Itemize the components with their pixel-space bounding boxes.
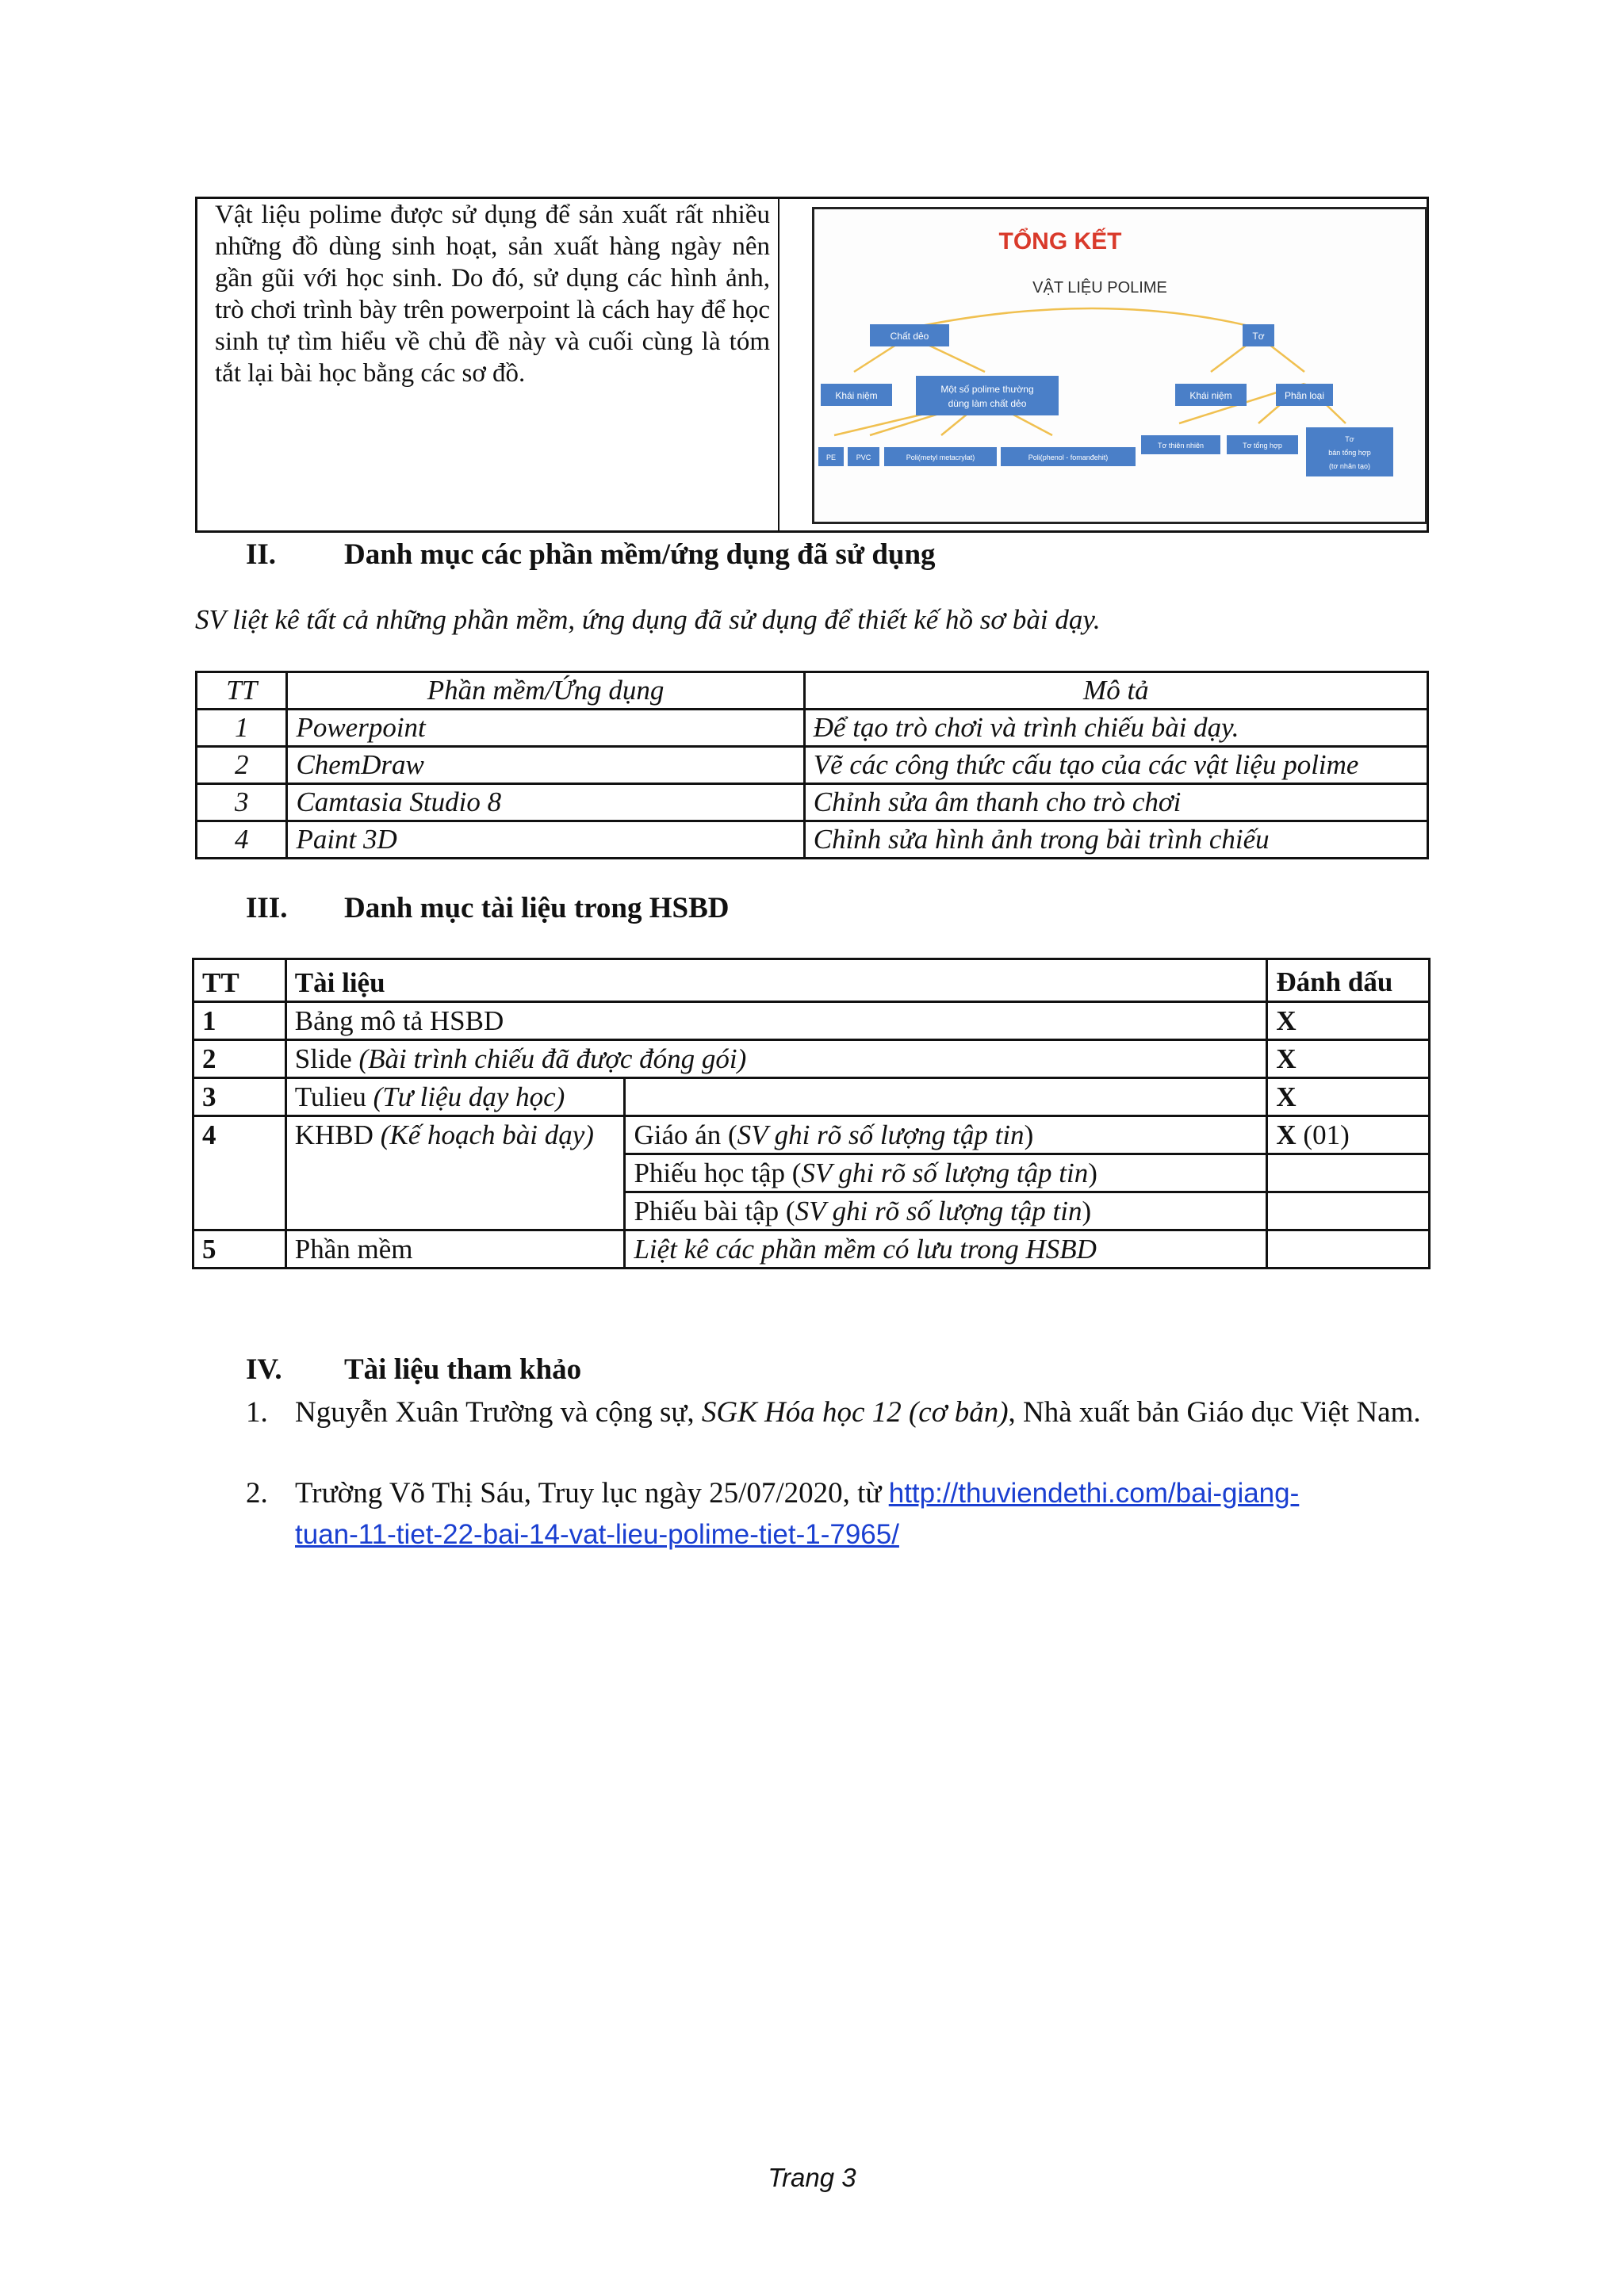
header-app: Phần mềm/Ứng dụng [287, 672, 804, 710]
svg-text:Poli(metyl metacrylat): Poli(metyl metacrylat) [906, 453, 975, 461]
row-sub-phieu-hoc-tap: Phiếu học tập (SV ghi rõ số lượng tập tin) [625, 1154, 1267, 1192]
slide-subtitle: VẬT LIỆU POLIME [1032, 279, 1167, 297]
row-desc: Chỉnh sửa âm thanh cho trò chơi [804, 784, 1427, 821]
row-tt: 1 [193, 1002, 286, 1040]
row-sub-phieu-bai-tap: Phiếu bài tập (SV ghi rõ số lượng tập tin) [625, 1192, 1267, 1230]
table-row [193, 1230, 1430, 1269]
row-mark: X [1267, 1078, 1430, 1116]
row-desc: Chỉnh sửa hình ảnh trong bài trình chiếu [804, 821, 1427, 859]
row-tt: 1 [197, 710, 287, 747]
table-row [193, 1002, 1430, 1040]
svg-text:Khái niệm: Khái niệm [1189, 390, 1232, 401]
intro-paragraph: Vật liệu polime được sử dụng để sản xuất rất nhiều những đồ dùng sinh hoạt, sản xuất hàng ngày nên gần gũi với học sinh. Do đó, sử dụng các hình ảnh, trò chơi trình bày trên powerpoint là cách hay để học sinh tự tìm hiểu về chủ đề này và cuối cùng là tóm tắt lại bài học bằng các sơ đồ. [215, 201, 770, 388]
svg-text:PVC: PVC [856, 453, 871, 461]
row-app: Powerpoint [287, 710, 804, 747]
table-row [193, 1078, 1430, 1116]
svg-text:Khái niệm: Khái niệm [835, 390, 878, 401]
svg-text:Phân loại: Phân loại [1284, 390, 1325, 401]
row-mark-empty [1267, 1192, 1430, 1230]
node-polime-thuong-dung [916, 376, 1059, 415]
table-header-row [193, 959, 1430, 1002]
node-to-tong-hop [1227, 435, 1298, 454]
reference-link-cont[interactable]: tuan-11-tiet-22-bai-14-vat-lieu-polime-tiet-1-7965/ [295, 1519, 899, 1550]
row-sub-empty [625, 1078, 1267, 1116]
row-doc: Bảng mô tả HSBD [285, 1002, 1267, 1040]
row-tt: 4 [197, 821, 287, 859]
node-phan-loai [1276, 384, 1333, 406]
row-tt: 3 [193, 1078, 286, 1116]
node-pvc [848, 447, 879, 466]
row-sub: Liệt kê các phần mềm có lưu trong HSBD [625, 1230, 1267, 1269]
svg-text:Tơ: Tơ [1345, 435, 1354, 443]
intro-box [195, 197, 1429, 533]
node-pe [818, 447, 844, 466]
section-4-number: IV. [246, 1353, 282, 1386]
header-desc: Mô tả [804, 672, 1427, 710]
table-row [193, 1040, 1430, 1078]
row-doc: Phần mềm [285, 1230, 625, 1269]
page-footer: Trang 3 [768, 2163, 856, 2192]
table-row [193, 1116, 1430, 1154]
section-4-title: Tài liệu tham khảo [344, 1353, 582, 1386]
header-doc: Tài liệu [285, 959, 1267, 1002]
node-to-thien-nhien [1141, 435, 1220, 454]
summary-slide-image [812, 207, 1427, 524]
svg-text:PE: PE [825, 453, 837, 461]
table-row [197, 784, 1428, 821]
section-2-number: II. [246, 538, 277, 571]
node-poli-phenol [1001, 447, 1136, 466]
row-tt: 3 [197, 784, 287, 821]
reference-link[interactable]: http://thuviendethi.com/bai-giang- [888, 1478, 1300, 1509]
node-khai-niem-2 [1175, 384, 1247, 406]
svg-text:Poli(phenol - fomanđehit): Poli(phenol - fomanđehit) [1028, 453, 1109, 461]
svg-text:bán tổng hợp: bán tổng hợp [1328, 449, 1371, 457]
svg-text:dùng làm chất dẻo: dùng làm chất dẻo [948, 398, 1027, 409]
section-2-title: Danh mục các phần mềm/ứng dụng đã sử dụng [344, 538, 936, 571]
row-doc: Slide (Bài trình chiếu đã được đóng gói) [285, 1040, 1267, 1078]
row-desc: Để tạo trò chơi và trình chiếu bài dạy. [804, 710, 1427, 747]
section-3-number: III. [246, 892, 288, 924]
row-mark-empty [1267, 1230, 1430, 1269]
software-table [195, 671, 1429, 859]
row-desc: Vẽ các công thức cấu tạo của các vật liệu polime [804, 747, 1427, 784]
table-row [197, 821, 1428, 859]
svg-text:Tơ tổng hợp: Tơ tổng hợp [1243, 442, 1282, 450]
svg-text:Một số polime thường: Một số polime thường [940, 384, 1034, 395]
row-doc: Tulieu (Tư liệu dạy học) [285, 1078, 625, 1116]
documents-table [192, 958, 1431, 1269]
column-divider [778, 199, 779, 530]
node-to [1243, 324, 1274, 346]
row-mark: X (01) [1267, 1116, 1430, 1154]
row-app: Paint 3D [287, 821, 804, 859]
svg-text:Tơ thiên nhiên: Tơ thiên nhiên [1158, 442, 1204, 450]
section-2-note: SV liệt kê tất cả những phần mềm, ứng dụng đã sử dụng để thiết kế hồ sơ bài dạy. [195, 604, 1101, 635]
node-chat-deo [870, 324, 949, 346]
row-doc: KHBD (Kế hoạch bài dạy) [285, 1116, 625, 1230]
row-tt: 4 [193, 1116, 286, 1230]
row-sub-giao-an: Giáo án (SV ghi rõ số lượng tập tin) [625, 1116, 1267, 1154]
node-to-ban-tong-hop [1306, 427, 1393, 476]
table-row [197, 747, 1428, 784]
row-tt: 2 [193, 1040, 286, 1078]
node-poli-metyl [884, 447, 997, 466]
row-app: ChemDraw [287, 747, 804, 784]
row-tt: 2 [197, 747, 287, 784]
row-mark-empty [1267, 1154, 1430, 1192]
svg-text:Chất dẻo: Chất dẻo [890, 331, 929, 342]
row-tt: 5 [193, 1230, 286, 1269]
header-tt: TT [197, 672, 287, 710]
table-row [197, 710, 1428, 747]
row-app: Camtasia Studio 8 [287, 784, 804, 821]
svg-text:(tơ nhân tạo): (tơ nhân tạo) [1329, 462, 1370, 470]
header-mark: Đánh dấu [1267, 959, 1430, 1002]
row-mark: X [1267, 1002, 1430, 1040]
svg-text:Tơ: Tơ [1252, 331, 1265, 342]
slide-title: TỔNG KẾT [998, 228, 1122, 254]
row-mark: X [1267, 1040, 1430, 1078]
node-khai-niem-1 [821, 384, 892, 406]
header-tt: TT [193, 959, 286, 1002]
table-header-row [197, 672, 1428, 710]
section-3-title: Danh mục tài liệu trong HSBD [344, 892, 730, 924]
